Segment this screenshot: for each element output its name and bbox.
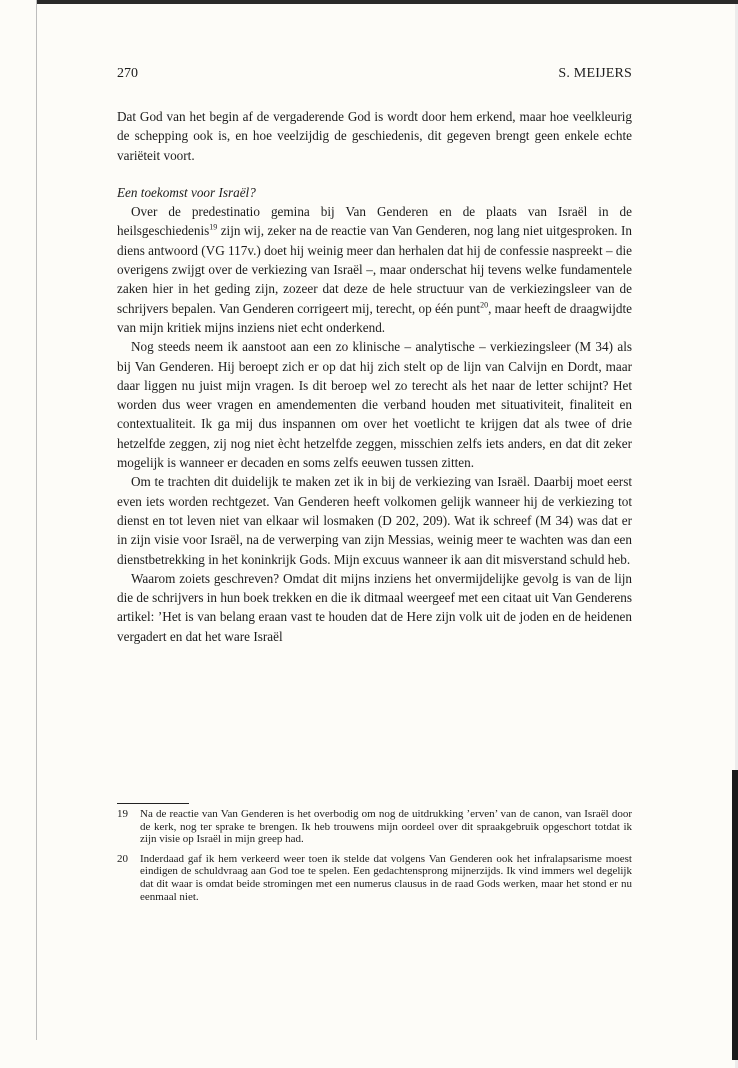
scan-left-edge [36,0,37,1040]
footnote-divider [117,803,189,804]
scan-right-shadow [732,770,738,1060]
footnote-number: 20 [117,852,128,865]
running-head-author: S. MEIJERS [558,66,632,81]
paragraph-2-part-b: zijn wij, zeker na de reactie van Van Genderen, nog lang niet uitgesproken. In diens antwoord (VG 117v.) doet hij weinig meer dan herhalen dat hij de confessie naspreekt – die overigens zwijgt over de verkiezing van Israël –, maar onderschat hij tevens welke fundamentele zaken hier in het geding zijn, zozeer dat deze de hele structuur van de verkiezingsleer van de schrijvers bepalen. Van Genderen corrigeert mij, terecht, op één punt [117,223,632,316]
footnote-text: Inderdaad gaf ik hem verkeerd weer toen ik stelde dat volgens Van Genderen ook het infralapsarisme moest eindigen de schuldvraag aan God toe te spelen. Een gedachtensprong mijnerzijds. Ik vind immers wel degelijk dat dit waar is omdat beide stromingen met een numerus clausus in de raad Gods werken, maar het stond er nu eenmaal niet. [140,852,632,903]
paragraph-2-part-c: , maar heeft de draagwijdte van mijn kritiek mijns inziens niet echt onderkend. [117,300,632,335]
paragraph-5: Waarom zoiets geschreven? Omdat dit mijns inziens het onvermijdelijke gevolg is van de lijn die de schrijvers in hun boek trekken en die ik ditmaal weergeef met een citaat uit Van Genderens artikel: ’Het is van belang eraan vast te houden dat de Here zijn volk uit de joden en de heidenen vergadert en dat het ware Israël [117,570,632,644]
footnotes [117,808,632,910]
section-heading: Een toekomst voor Israël? [117,184,256,200]
footnote-19 [117,808,632,846]
running-head [117,66,632,86]
body-text [117,107,632,646]
scan-top-edge [36,0,738,4]
paragraph-1: Dat God van het begin af de vergaderende God is wordt door hem erkend, maar hoe veelkleurig de schepping ook is, en hoe veelzijdig de geschiedenis, dit gegeven brengt geen enkele echte variëteit voort. [117,109,632,163]
paragraph-3: Nog steeds neem ik aanstoot aan een zo klinische – analytische – verkiezingsleer (M 34) als bij Van Genderen. Hij beroept zich er op dat hij zich stelt op de lijn van Calvijn en Dordt, maar daar liggen nu juist mijn vragen. Is dit beroep wel zo terecht als het naar de letter schijnt? Het worden dus weer vragen en amendementen die verband houden met situativiteit, finaliteit en contextualiteit. Ik ga mij dus inspannen om over het voetlicht te krijgen dat als twee of drie hetzelfde zeggen, zij nog niet ècht hetzelfde zeggen, misschien zelfs iets anders, en dat dit zeker mogelijk is wanneer er decaden en soms zelfs eeuwen tussen zitten. [117,339,632,471]
paragraph-4: Om te trachten dit duidelijk te maken zet ik in bij de verkiezing van Israël. Daarbij moet eerst even iets worden rechtgezet. Van Genderen heeft volkomen gelijk wanneer hij de verkiezing tot dienst en tot leven niet van elkaar wil losmaken (D 202, 209). Wat ik schreef (M 34) was dat er in zijn visie voor Israël, na de verwerping van zijn Messias, weinig meer te wachten was dan een dienstbetrekking in het koninkrijk Gods. Mijn excuus wanneer ik aan dit misverstand schuld heb. [117,474,632,567]
footnote-text: Na de reactie van Van Genderen is het overbodig om nog de uitdrukking ’erven’ van de canon, van Israël door de kerk, nog ter sprake te brengen. Ik heb trouwens mijn oordeel over dit spraakgebruik opgeschort totdat ik zijn visie op Israël in mijn greep had. [140,808,632,846]
footnote-ref-19[interactable]: 19 [209,223,218,233]
page-number: 270 [117,66,138,81]
footnote-number: 19 [117,808,128,820]
footnote-ref-20[interactable]: 20 [480,300,489,310]
paragraph-2-part-a: Over de predestinatio gemina bij Van Genderen en de plaats van Israël in de heilsgeschiedenis [117,204,632,239]
paragraph-2 [117,202,632,337]
footnote-20 [117,853,632,903]
